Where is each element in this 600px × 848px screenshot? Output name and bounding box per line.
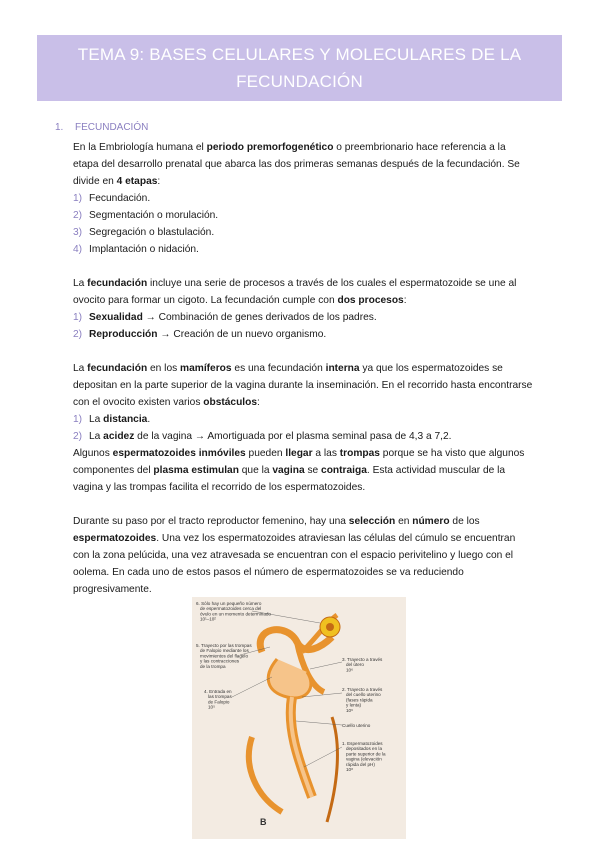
section-title: FECUNDACIÓN xyxy=(75,122,149,133)
section-number: 1. xyxy=(55,122,64,133)
reproductive-tract-figure xyxy=(192,597,406,839)
paragraph-inmoviles: Algunos espermatozoides inmóviles pueden llegar a las trompas porque se ha visto que algunos componentes del plasma estimulan que la vagina se contraiga. Esta actividad muscular de la vagina y las trompas facilita el recorrido de los espermatozoides. xyxy=(73,448,525,493)
ovum-nucleus-icon xyxy=(326,623,334,631)
reproductive-tract-illustration xyxy=(192,597,406,839)
paragraph-mamiferos: La fecundación en los mamíferos es una fecundación interna ya que los espermatozoides se depositan en la parte superior de la vagina durante la inseminación. En el recorrido hasta encontrarse con el ovocito existen varios obstáculos: xyxy=(73,363,533,408)
list-item: 2) Segmentación o morulación. xyxy=(73,210,219,221)
list-item: 3) Segregación o blastulación. xyxy=(73,227,215,238)
list-item: 1) Sexualidad → Combinación de genes derivados de los padres. xyxy=(73,312,377,323)
list-item: 2) La acidez de la vagina → Amortiguada por el plasma seminal pasa de 4,3 a 7,2. xyxy=(73,431,452,442)
list-item: 1) La distancia. xyxy=(73,414,151,425)
svg-text:5. Trayecto por las trompasde: 5. Trayecto por las trompas de Falopio mediante los movimientos del flagelo y las contracciones de la trompa xyxy=(196,643,252,669)
svg-text:6. Sólo hay un pequeño númerod: 6. Sólo hay un pequeño número de espermatozoides cerca del óvulo en un momento determinado 10¹–10² xyxy=(196,601,271,622)
svg-text:4. Entrada enlas trompasde Fal: 4. Entrada en las trompas de Falopio 10⁵ xyxy=(204,689,232,710)
page-title: TEMA 9: BASES CELULARES Y MOLECULARES DE LA FECUNDACIÓN xyxy=(37,35,562,101)
pelvic-wall xyxy=(249,737,282,812)
svg-text:1. Espermatozoidesdepositados: 1. Espermatozoides depositados en la parte superior de la vagina (elevación rápida del pH) 10⁸ xyxy=(342,741,386,772)
processes-list xyxy=(73,309,533,343)
list-item: 2) Reproducción → Creación de un nuevo organismo. xyxy=(73,329,327,340)
paragraph-fecundacion: La fecundación incluye una serie de procesos a través de los cuales el espermatozoide se une al ovocito para formar un cigoto. La fecundación cumple con dos procesos: xyxy=(73,278,517,306)
section-heading xyxy=(55,122,148,133)
document-body xyxy=(73,139,533,598)
obstacles-list xyxy=(73,411,533,445)
svg-text:2. Trayecto a travésdel cuello: 2. Trayecto a través del cuello uterino (fases rápida y lenta) 10⁶ xyxy=(342,687,383,713)
svg-text:3. Trayecto a travésdel útero1: 3. Trayecto a través del útero 10⁶ xyxy=(342,657,383,673)
paragraph-intro: En la Embriología humana el periodo premorfogenético o preembrionario hace referencia a la etapa del desarrollo prenatal que abarca las dos primeras semanas después de la fecundación. Se divide en 4 etapas: xyxy=(73,142,520,187)
rectum-outline xyxy=(327,717,337,822)
svg-text:Cuello uterino: Cuello uterino xyxy=(342,723,371,728)
stages-list xyxy=(73,190,533,258)
list-item: 4) Implantación o nidación. xyxy=(73,244,199,255)
figure-letter: B xyxy=(260,817,267,827)
paragraph-seleccion: Durante su paso por el tracto reproductor femenino, hay una selección en número de los espermatozoides. Una vez los espermatozoides atraviesan las células del cúmulo se encuentran con la zona pelúcida, una vez atravesada se encuentran con el espacio perivitelino y luego con el oolema. En cada uno de estos pasos el número de espermatozoides se va reduciendo progresivamente. xyxy=(73,516,516,595)
list-item: 1) Fecundación. xyxy=(73,193,151,204)
